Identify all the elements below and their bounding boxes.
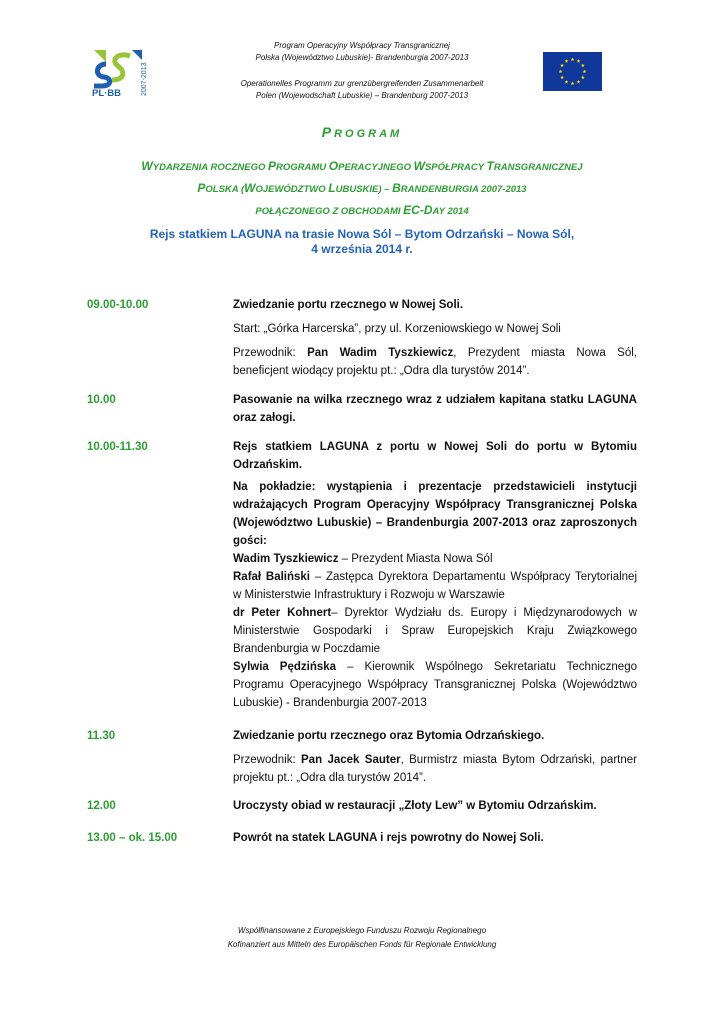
time-slot-4: 11.30 (87, 730, 116, 742)
event-title-line2: POLSKA (WOJEWÓDZTWO LUBUSKIE) – BRANDENBURGIA 2007-2013 (197, 181, 527, 195)
event-title-line3: POŁĄCZONEGO Z OBCHODAMI EC-DAY 2014 (255, 203, 469, 217)
time-slot-6: 13.00 – ok. 15.00 (87, 832, 178, 844)
slot-1-start: Start: „Górka Harcerska”, przy ul. Korzeniowskiego w Nowej Soli (233, 323, 561, 335)
eu-star-icon (581, 64, 585, 68)
eu-star-icon (559, 70, 563, 74)
slot-2-title: Pasowanie na wilka rzecznego wraz z udziałem kapitana statku LAGUNA oraz załogi. (233, 394, 637, 424)
guest-4: Sylwia Pędzińska – Kierownik Wspólnego Sekretariatu Technicznego Programu Operacyjnego Współpracy Transgranicznej Polska (Województwo Lubuskie) - Brandenburgia 2007-2013 (233, 661, 637, 709)
slot-4-guide: Przewodnik: Pan Jacek Sauter, Burmistrz miasta Bytom Odrzański, partner projektu pt.: „Odra dla turystów 2014”. (233, 754, 637, 784)
footer-pl: Współfinansowane z Europejskiego Funduszu Rozwoju Regionalnego (237, 926, 487, 935)
time-slot-1: 09.00-10.00 (87, 299, 149, 311)
cruise-date: 4 września 2014 r. (311, 242, 413, 256)
eu-flag (543, 52, 602, 91)
eu-star-icon (571, 58, 575, 62)
logo-text: PL·BB (92, 88, 122, 98)
guest-3: dr Peter Kohnert– Dyrektor Wydziału ds. Europy i Międzynarodowych w Ministerstwie Gospodarki i Spraw Europejskich Kraju Związkowego Brandenburgia w Poczdamie (233, 607, 637, 655)
header-de-line1: Operationelles Programm zur grenzübergreifenden Zusammenarbeit (240, 79, 484, 88)
time-slot-5: 12.00 (87, 800, 116, 812)
slot-4-title: Zwiedzanie portu rzecznego oraz Bytomia Odrzańskiego. (233, 730, 545, 742)
eu-star-icon (577, 80, 581, 84)
eu-star-icon (571, 82, 575, 86)
footer (0, 924, 724, 952)
eu-stars-icon (543, 52, 602, 91)
pl-bb-logo-graphic (90, 46, 150, 98)
eu-star-icon (560, 76, 564, 80)
slot-3-title: Rejs statkiem LAGUNA z portu w Nowej Soli do portu w Bytomiu Odrzańskim. (233, 441, 637, 471)
header-text (190, 40, 534, 102)
time-slot-2: 10.00 (87, 394, 116, 406)
footer-de: Kofinanziert aus Mitteln des Europäischen Fonds für Regionale Entwicklung (227, 940, 497, 949)
slot-5-title: Uroczysty obiad w restauracji „Złoty Lew” w Bytomiu Odrzańskim. (233, 800, 597, 812)
header-pl-line1: Program Operacyjny Współpracy Transgranicznej (274, 41, 450, 50)
eu-star-icon (581, 76, 585, 80)
event-title-line1: WYDARZENIA ROCZNEGO PROGRAMU OPERACYJNEGO WSPÓŁPRACY TRANSGRANICZNEJ (141, 159, 583, 173)
eu-star-icon (565, 59, 569, 63)
header-de-line2: Polen (Wojewodschaft Lubuskie) – Brandenburg 2007-2013 (255, 91, 469, 100)
cruise-route: Rejs statkiem LAGUNA na trasie Nowa Sól – Bytom Odrzański – Nowa Sól, (149, 227, 575, 241)
slot-1-guide: Przewodnik: Pan Wadim Tyszkiewicz, Prezydent miasta Nowa Sól, beneficjent wiodący projektu pt.: „Odra dla turystów 2014”. (233, 347, 637, 377)
guest-list (233, 550, 637, 712)
event-title (60, 156, 664, 222)
time-slot-3: 10.00-11.30 (87, 441, 148, 453)
slot-3-board: Na pokładzie: wystąpienia i prezentacje przedstawicieli instytucji wdrażających Program Operacyjny Współpracy Transgranicznej Polska (Województwo Lubuskie) – Brandenburgia 2007-2013 oraz zaproszonych gości: (233, 481, 637, 547)
pl-bb-logo (90, 46, 150, 98)
eu-star-icon (577, 59, 581, 63)
eu-star-icon (560, 64, 564, 68)
program-title-rest: ROGRAM (334, 128, 403, 140)
guest-1: Wadim Tyszkiewicz – Prezydent Miasta Nowa Sól (233, 553, 493, 565)
eu-star-icon (565, 80, 569, 84)
logo-years: 2007-2013 (141, 62, 148, 96)
program-title-first: P (321, 124, 335, 140)
guest-2: Rafał Baliński – Zastępca Dyrektora Departamentu Współpracy Terytorialnej w Ministerstwie Infrastruktury i Rozwoju w Warszawie (233, 571, 638, 601)
slot-1-title: Zwiedzanie portu rzecznego w Nowej Soli. (233, 299, 464, 311)
program-title (0, 124, 724, 140)
header-pl-line2: Polska (Województwo Lubuskie)- Brandenburgia 2007-2013 (255, 53, 469, 62)
eu-star-icon (583, 70, 587, 74)
cruise-info (60, 227, 664, 257)
slot-6-title: Powrót na statek LAGUNA i rejs powrotny do Nowej Soli. (233, 832, 544, 844)
